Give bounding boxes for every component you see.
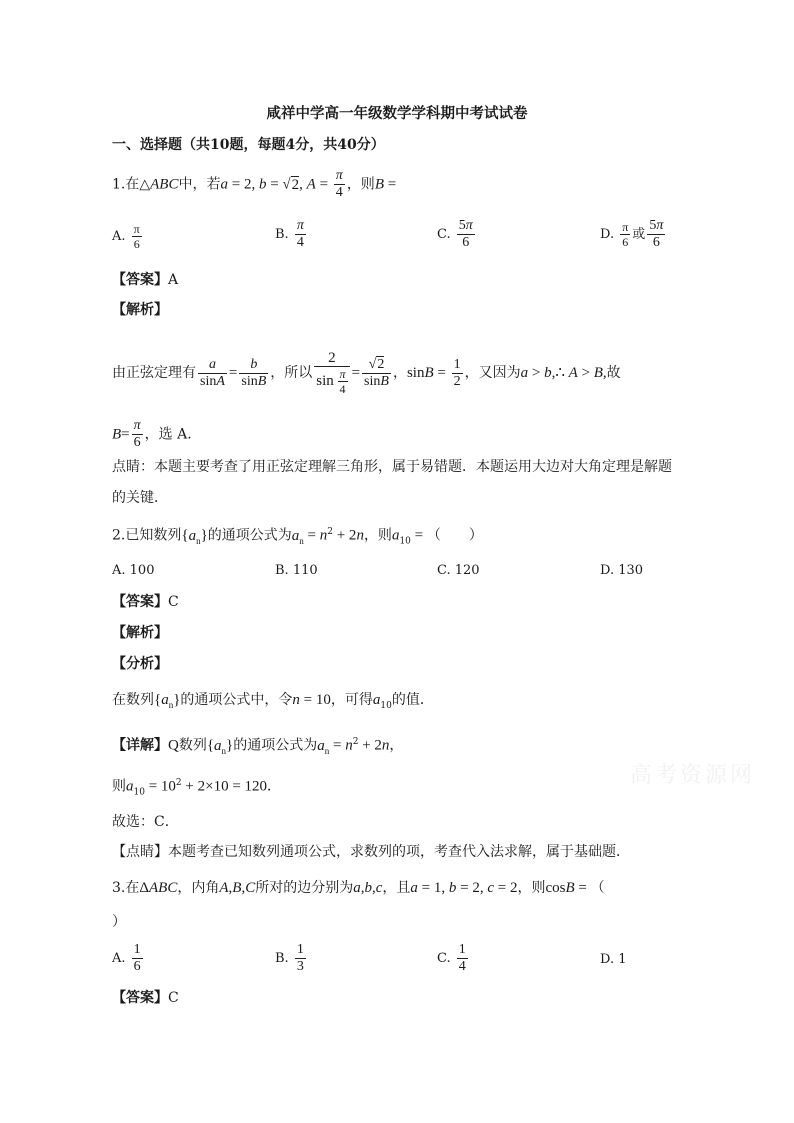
q2-detail: 【详解】Q数列$\{a_n\}$的通项公式为$a_n = n^2 + 2n$，	[112, 737, 404, 756]
q1-option-d: D. $\frac{\pi}{6}$ 或 $\frac{5\pi}{6}$	[600, 218, 664, 250]
q2-option-b: B. 110	[275, 563, 318, 578]
question-3-paren-close: ）	[112, 914, 126, 930]
q2-calculation: 则$a_{10} = 10^2 + 2\times 10 = 120$．	[112, 778, 282, 798]
q1-comment-line-2: 的关键．	[112, 490, 168, 506]
q3-option-b: B. $\frac{1}{3}$	[275, 942, 304, 974]
q2-option-a: A. 100	[112, 563, 155, 578]
q1-option-b: B. $\frac{\pi}{4}$	[275, 218, 304, 250]
q1-option-c: C. $\frac{5\pi}{6}$	[437, 218, 473, 250]
q1-comment-line-1: 点睛：本题主要考查了用正弦定理解三角形，属于易错题．本题运用大边对大角定理是解题	[112, 459, 672, 475]
q3-option-a: A. $\frac{1}{6}$	[112, 942, 141, 974]
q1-analysis-label: 【解析】	[112, 302, 168, 318]
q2-answer: 【答案】C	[112, 594, 179, 610]
q3-answer: 【答案】C	[112, 990, 179, 1006]
q1-answer: 【答案】A	[112, 272, 179, 288]
q3-option-c: C. $\frac{1}{4}$	[437, 942, 466, 974]
q2-comment: 【点睛】本题考查已知数列通项公式，求数列的项，考查代入法求解，属于基础题．	[112, 844, 630, 860]
q1-option-a: A. $\frac{\pi}{6}$	[112, 222, 140, 251]
q3-option-d: D. 1	[600, 952, 627, 967]
q2-analysis-label: 【解析】	[112, 625, 168, 641]
section-heading: 一、选择题（共10题，每题4分，共40分）	[112, 137, 385, 153]
page-title: 咸祥中学高一年级数学学科期中考试试卷	[266, 105, 528, 122]
q2-fenxi-text: 在数列$\{a_n\}$的通项公式中，令n = 10，可得$a_{10}$的值．	[112, 692, 434, 711]
q1-analysis-formula: 由正弦定理有 $\frac{a}{\sin A}$ = $\frac{b}{\sin B}$ ，所以 2 sin $\frac{\pi}{4}$ = $\frac{√2}{\sin B}$ ，sinB = $\frac{1}{2}$ ，又因为a > b,∴ A > B,故	[112, 350, 621, 396]
watermark: 高考资源网	[630, 763, 756, 788]
question-1-stem: 1.在△ABC中，若a = 2, b = √2, A = $\frac{\pi}{4}$ ，则B =	[112, 168, 397, 200]
q2-option-c: C. 120	[437, 563, 480, 578]
fraction-pi-4: $\frac{\pi}{4}$	[335, 168, 343, 200]
q2-choose: 故选：C．	[112, 814, 179, 830]
q2-option-d: D. 130	[600, 563, 644, 578]
q2-fenxi-label: 【分析】	[112, 656, 168, 672]
question-2-stem: 2.已知数列$\{a_n\}$的通项公式为$a_n = n^2 + 2n$，则$a_{10}$ = （ ）	[112, 527, 483, 547]
q1-result: B= $\frac{\pi}{6}$ ，选 A.	[112, 418, 192, 450]
question-3-stem: 3.在ΔABC，内角A,B,C所对的边分别为a,b,c，且a = 1, b = 2, c = 2，则cosB = （	[112, 880, 605, 896]
